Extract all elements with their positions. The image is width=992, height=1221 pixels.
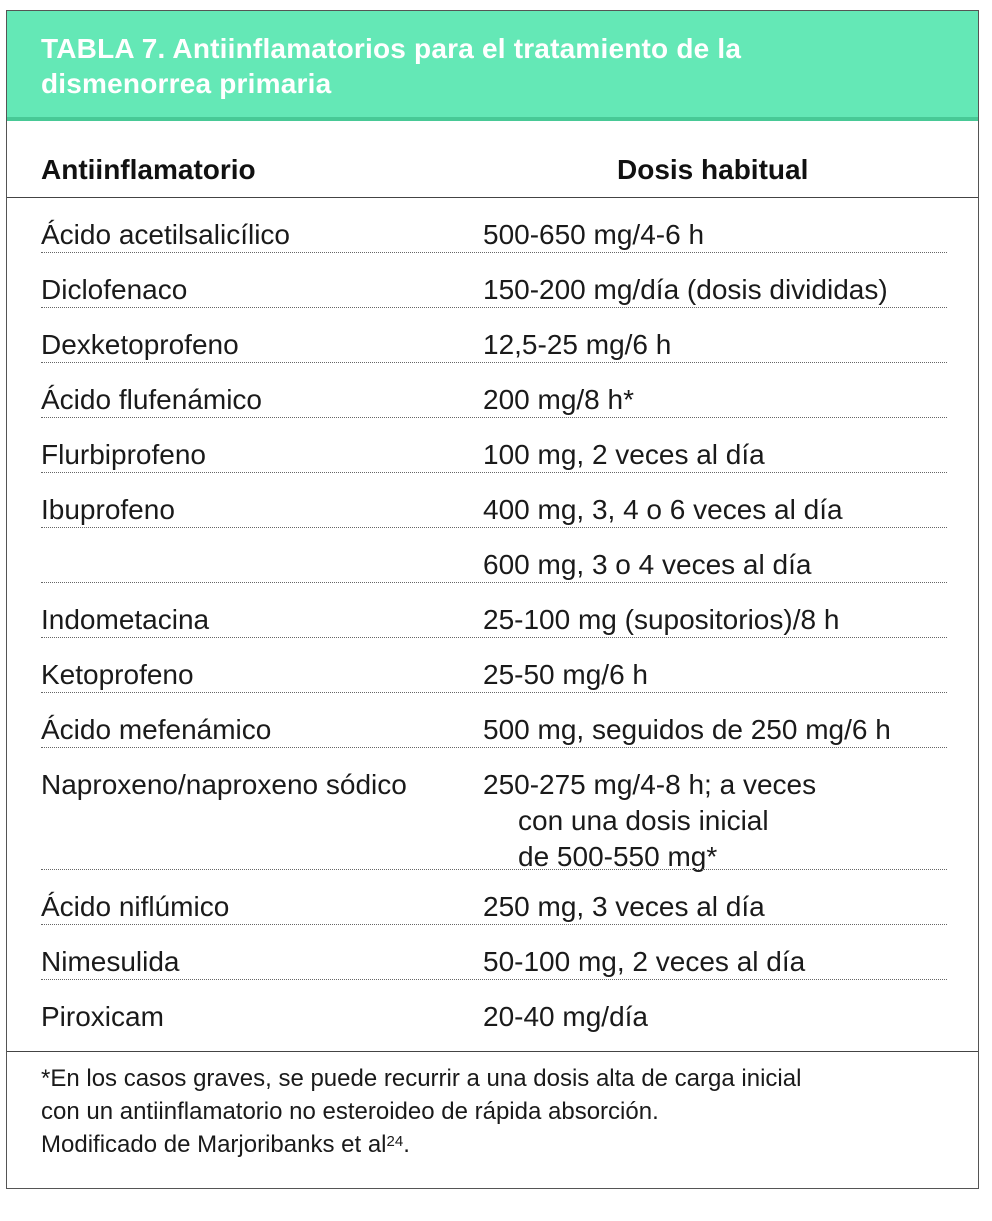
drug-cell: Indometacina [41, 604, 210, 635]
dose-cell: 20-40 mg/día [483, 1001, 648, 1032]
footnote-line-3 [41, 1128, 801, 1161]
table-row [7, 363, 978, 418]
dose-cell: 250 mg, 3 veces al día [483, 891, 765, 922]
dose-cell: 500-650 mg/4-6 h [483, 219, 705, 250]
footnote-line-2: con un antiinflamatorio no esteroideo de rápida absorción. [41, 1098, 659, 1125]
dose-cell: 25-50 mg/6 h [483, 659, 648, 690]
drug-cell: Piroxicam [41, 1001, 164, 1032]
drug-cell: Ácido niflúmico [41, 891, 230, 922]
footnote-period: . [403, 1131, 410, 1158]
table-row [7, 925, 978, 980]
dose-cell: 12,5-25 mg/6 h [483, 329, 672, 360]
reference-number: 24 [386, 1133, 404, 1150]
column-header-dose: Dosis habitual [617, 154, 809, 185]
table-row [7, 638, 978, 693]
drug-cell: Nimesulida [41, 946, 180, 977]
table-row [7, 253, 978, 308]
drug-cell: Ácido mefenámico [41, 714, 272, 745]
drug-cell: Ácido acetilsalicílico [41, 219, 290, 250]
dose-cell: 50-100 mg, 2 veces al día [483, 946, 806, 977]
dose-cell [483, 767, 816, 875]
drug-cell: Diclofenaco [41, 274, 188, 305]
table-row [7, 748, 978, 870]
table-title [41, 31, 741, 101]
drug-cell: Ketoprofeno [41, 659, 194, 690]
dose-line-3: de 500-550 mg* [518, 841, 718, 872]
drug-cell: Ácido flufenámico [41, 384, 263, 415]
column-header-drug: Antiinflamatorio [41, 154, 256, 185]
dose-cell: 25-100 mg (supositorios)/8 h [483, 604, 840, 635]
table-title-line-2: dismenorrea primaria [41, 68, 332, 99]
footnote [41, 1062, 801, 1161]
dose-cell: 100 mg, 2 veces al día [483, 439, 765, 470]
dose-cell: 150-200 mg/día (dosis divididas) [483, 274, 888, 305]
dose-cell: 500 mg, seguidos de 250 mg/6 h [483, 714, 891, 745]
source-citation: Modificado de Marjoribanks et al [41, 1131, 387, 1158]
table-row [7, 528, 978, 583]
table-row [7, 198, 978, 253]
table-row [7, 418, 978, 473]
dose-cell: 400 mg, 3, 4 o 6 veces al día [483, 494, 843, 525]
footnote-line-1: *En los casos graves, se puede recurrir a una dosis alta de carga inicial [41, 1065, 802, 1092]
table-footer [7, 1051, 978, 1188]
drug-cell: Flurbiprofeno [41, 439, 206, 470]
table-row [7, 870, 978, 925]
table-header-row [7, 121, 978, 198]
drug-cell: Naproxeno/naproxeno sódico [41, 769, 407, 800]
drug-cell: Ibuprofeno [41, 494, 175, 525]
dose-cell: 600 mg, 3 o 4 veces al día [483, 549, 812, 580]
table-row [7, 473, 978, 528]
table-body [7, 198, 978, 1035]
table-title-bar [7, 11, 978, 121]
dose-line-1: 250-275 mg/4-8 h; a veces [483, 769, 817, 800]
table-title-line-1: TABLA 7. Antiinflamatorios para el tratamiento de la [41, 33, 742, 64]
dose-cell: 200 mg/8 h* [483, 384, 634, 415]
table-row [7, 583, 978, 638]
table-frame [6, 10, 979, 1189]
table-row [7, 308, 978, 363]
table-row [7, 693, 978, 748]
drug-cell: Dexketoprofeno [41, 329, 239, 360]
dose-line-2: con una dosis inicial [518, 805, 769, 836]
table-row [7, 980, 978, 1035]
